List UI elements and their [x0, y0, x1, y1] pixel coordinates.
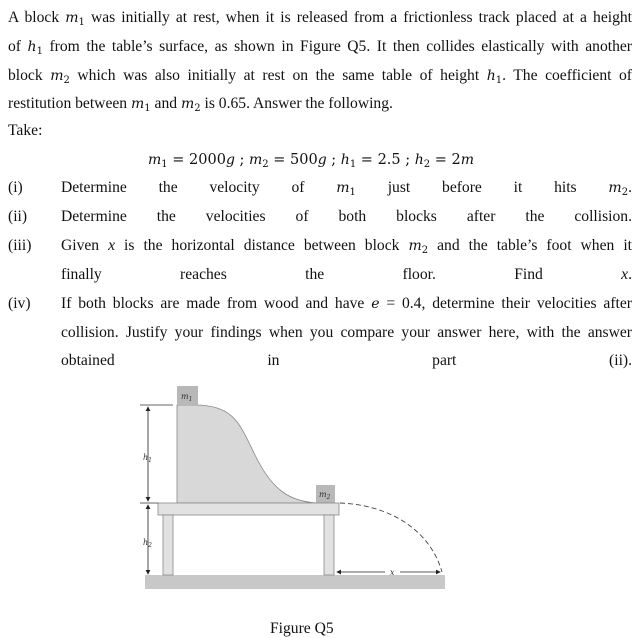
intro-line-3: block $m_2$ which was also initially at rest on the same table of height $h_1$. The coefficient of: [8, 67, 632, 86]
question-i: Determine the velocity of $m_1$ just before it hits $m_2$.: [61, 179, 632, 198]
label-h1: $h_1$: [143, 453, 152, 464]
question-iii-line-1: Given x is the horizontal distance between block $m_2$ and the table’s foot when it: [61, 237, 632, 256]
table-leg-right: [324, 515, 334, 575]
question-iv-line-2: collision. Justify your findings when you compare your answer here, with the answer: [61, 324, 632, 341]
given-values: $m_1 = 2000g$ ; $m_2 = 500g$ ; $h_1 = 2.5$ ; $h_2 = 2m$: [148, 152, 475, 170]
floor: [145, 575, 445, 589]
question-iv-line-3: obtained in part (ii).: [61, 352, 632, 369]
table-leg-left: [163, 515, 173, 575]
question-ii: Determine the velocities of both blocks after the collision.: [61, 208, 632, 225]
trajectory-dashed: [340, 503, 442, 572]
label-h2: $h_2$: [143, 538, 152, 549]
item-number: (iv): [8, 295, 31, 312]
table-top: [158, 503, 339, 515]
item-number: (i): [8, 179, 23, 196]
intro-line-4: restitution between $m_1$ and $m_2$ is 0.65. Answer the following.: [8, 95, 393, 114]
intro-line-2: of $h_1$ from the table’s surface, as shown in Figure Q5. It then collides elastically with another: [8, 38, 632, 57]
question-iii-line-2: finally reaches the floor. Find x.: [61, 266, 632, 283]
figure-caption: Figure Q5: [270, 620, 334, 637]
item-number: (iii): [8, 237, 32, 254]
label-m2: $m_2$: [319, 490, 331, 501]
question-iv-line-1: If both blocks are made from wood and have e = 0.4, determine their velocities after: [61, 295, 632, 312]
label-m1: $m_1$: [181, 392, 193, 403]
take-label: Take:: [8, 122, 43, 139]
label-x: x: [390, 568, 395, 577]
intro-line-1: A block $m_1$ was initially at rest, when it is released from a frictionless track placed at a height: [8, 9, 632, 28]
track: [177, 405, 318, 503]
item-number: (ii): [8, 208, 28, 225]
